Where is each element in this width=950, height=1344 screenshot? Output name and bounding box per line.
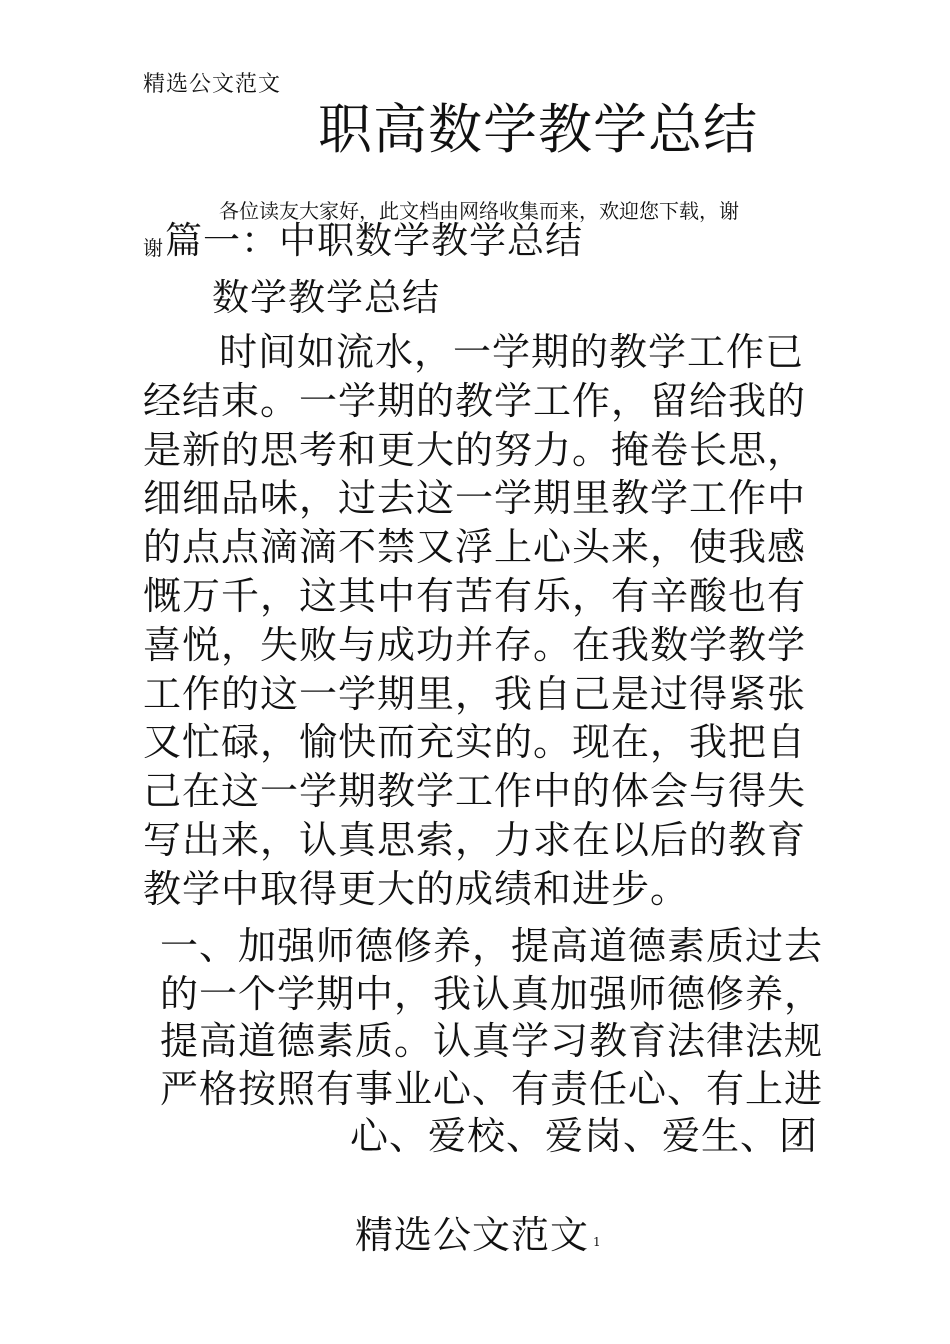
list-line: 提高道德素质。认真学习教育法律法规 xyxy=(160,1019,824,1063)
intro-line-1: 各位读友大家好，此文档由网络收集而来，欢迎您下载，谢 xyxy=(219,199,739,223)
body-line: 是新的思考和更大的努力。掩卷长思， xyxy=(143,427,807,472)
intro-line-2 xyxy=(143,219,809,262)
body-paragraph xyxy=(143,328,813,914)
list-line: 的一个学期中，我认真加强师德修养， xyxy=(160,971,824,1016)
page-number: 1 xyxy=(593,1235,602,1249)
body-line: 喜悦，失败与成功并存。在我数学教学 xyxy=(143,622,807,667)
section-title: 篇一：中职数学教学总结 xyxy=(165,219,583,262)
body-line: 细细品味，过去这一学期里教学工作中 xyxy=(143,476,807,521)
document-title: 职高数学教学总结 xyxy=(318,98,758,161)
list-line: 严格按照有事业心、有责任心、有上进 xyxy=(160,1066,824,1111)
body-line: 的点点滴滴不禁又浮上心头来，使我感 xyxy=(143,525,807,570)
list-line: 一、加强师德修养，提高道德素质过去 xyxy=(160,924,824,968)
footer xyxy=(355,1210,602,1260)
body-line: 写出来，认真思索，力求在以后的教育 xyxy=(143,817,807,862)
list-paragraph xyxy=(160,923,824,1161)
footer-label: 精选公文范文 xyxy=(355,1213,590,1257)
header-label: 精选公文范文 xyxy=(143,72,282,97)
intro-line-2-tail: 谢 xyxy=(143,236,163,260)
body-line: 经结束。一学期的教学工作，留给我的 xyxy=(143,378,807,423)
subheading: 数学教学总结 xyxy=(212,276,440,319)
list-line: 心、爱校、爱岗、爱生、团 xyxy=(350,1114,819,1158)
body-line: 教学中取得更大的成绩和进步。 xyxy=(143,866,690,911)
body-line: 工作的这一学期里，我自己是过得紧张 xyxy=(143,671,807,716)
body-line: 时间如流水，一学期的教学工作已 xyxy=(219,330,805,374)
body-line: 己在这一学期教学工作中的体会与得失 xyxy=(143,769,807,814)
body-line: 又忙碌，愉快而充实的。现在，我把自 xyxy=(143,720,807,765)
body-line: 慨万千，这其中有苦有乐，有辛酸也有 xyxy=(143,573,807,618)
intro-note xyxy=(143,197,809,262)
